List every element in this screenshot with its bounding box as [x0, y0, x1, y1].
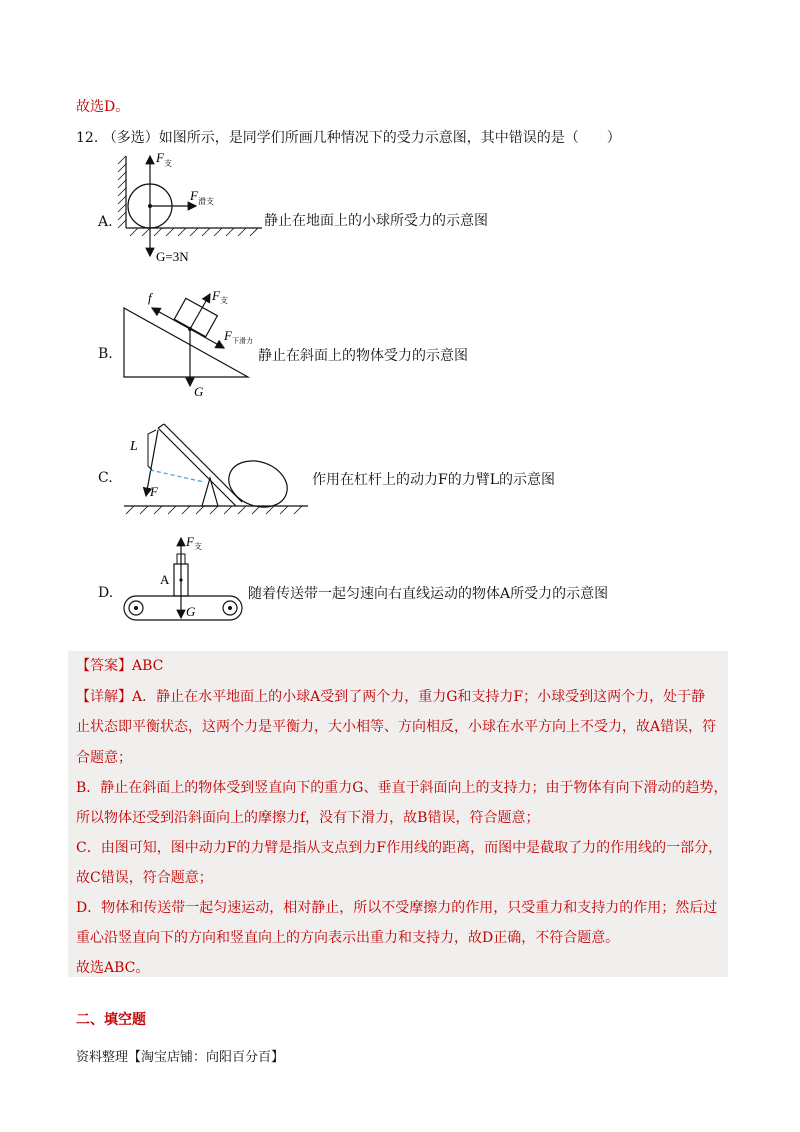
- b-gravity-label: G: [194, 384, 204, 399]
- question-number: 12.: [76, 130, 99, 146]
- footer-text: 资料整理【淘宝店铺：向阳百分百】: [76, 1050, 285, 1065]
- svg-text:支: 支: [220, 296, 228, 305]
- option-b-letter: B.: [98, 346, 113, 362]
- option-b-caption: 静止在斜面上的物体受力的示意图: [258, 348, 468, 364]
- a-gravity-label: G=3N: [156, 249, 189, 264]
- option-c-diagram: [118, 420, 314, 520]
- b-slide-label: F: [224, 328, 232, 343]
- d-gravity-label: G: [186, 604, 196, 619]
- explanation-line: D．物体和传送带一起匀速运动，相对静止，所以不受摩擦力的作用，只受重力和支持力的作用；然后过: [76, 900, 718, 916]
- answer-label: 【答案】ABC: [76, 658, 164, 674]
- question-12: [76, 128, 621, 148]
- option-a-caption: 静止在地面上的小球所受力的示意图: [264, 213, 488, 229]
- b-support-label: F: [212, 288, 220, 303]
- option-b-diagram: [118, 288, 268, 400]
- option-a-letter: A.: [98, 214, 113, 230]
- option-d-diagram: [118, 532, 250, 624]
- question-text: （多选）如图所示，是同学们所画几种情况下的受力示意图，其中错误的是（ ）: [102, 130, 621, 146]
- svg-text:下滑力: 下滑力: [232, 337, 253, 345]
- explanation-line: 所以物体还受到沿斜面向上的摩擦力f，没有下滑力，故B错误，符合题意；: [76, 810, 540, 826]
- option-d-letter: D.: [98, 585, 114, 601]
- d-block-label: A: [160, 572, 170, 587]
- c-arm-label: L: [130, 439, 138, 454]
- a-fsupport-label: F: [156, 150, 164, 165]
- explanation-line: 故C错误，符合题意；: [76, 870, 213, 886]
- previous-conclusion: 故选D。: [76, 99, 130, 115]
- option-c-letter: C.: [98, 470, 113, 486]
- explanation-line: C．由图可知，图中动力F的力臂是指从支点到力F作用线的距离，而图中是截取了力的作用线的一部分，: [76, 840, 723, 856]
- final-answer: 故选ABC。: [76, 960, 150, 976]
- option-c-caption: 作用在杠杆上的动力F的力臂L的示意图: [312, 472, 556, 488]
- explanation-line: 合题意；: [76, 750, 132, 766]
- option-a-diagram: [112, 148, 272, 268]
- explanation-line: 重心沿竖直向下的方向和竖直向上的方向表示出重力和支持力，故D正确，不符合题意。: [76, 930, 620, 946]
- svg-text:支: 支: [164, 159, 172, 168]
- svg-text:滑支: 滑支: [198, 197, 214, 206]
- explanation-line: 【详解】A．静止在水平地面上的小球A受到了两个力，重力G和支持力F；小球受到这两个力，处于静: [76, 689, 706, 705]
- c-force-label: F: [150, 484, 158, 499]
- b-friction-label: f: [148, 290, 152, 305]
- d-support-label: F: [186, 534, 194, 549]
- option-d-caption: 随着传送带一起匀速向右直线运动的物体A所受力的示意图: [248, 586, 609, 602]
- explanation-line: B．静止在斜面上的物体受到竖直向下的重力G、垂直于斜面向上的支持力；由于物体有向下滑动的趋势，: [76, 780, 728, 796]
- section-title: 二、填空题: [76, 1012, 146, 1028]
- a-fslide-label: F: [190, 188, 198, 203]
- svg-text:支: 支: [194, 542, 202, 551]
- explanation-line: 止状态即平衡状态，这两个力是平衡力，大小相等、方向相反，小球在水平方向上不受力，故A错误，符: [76, 719, 717, 735]
